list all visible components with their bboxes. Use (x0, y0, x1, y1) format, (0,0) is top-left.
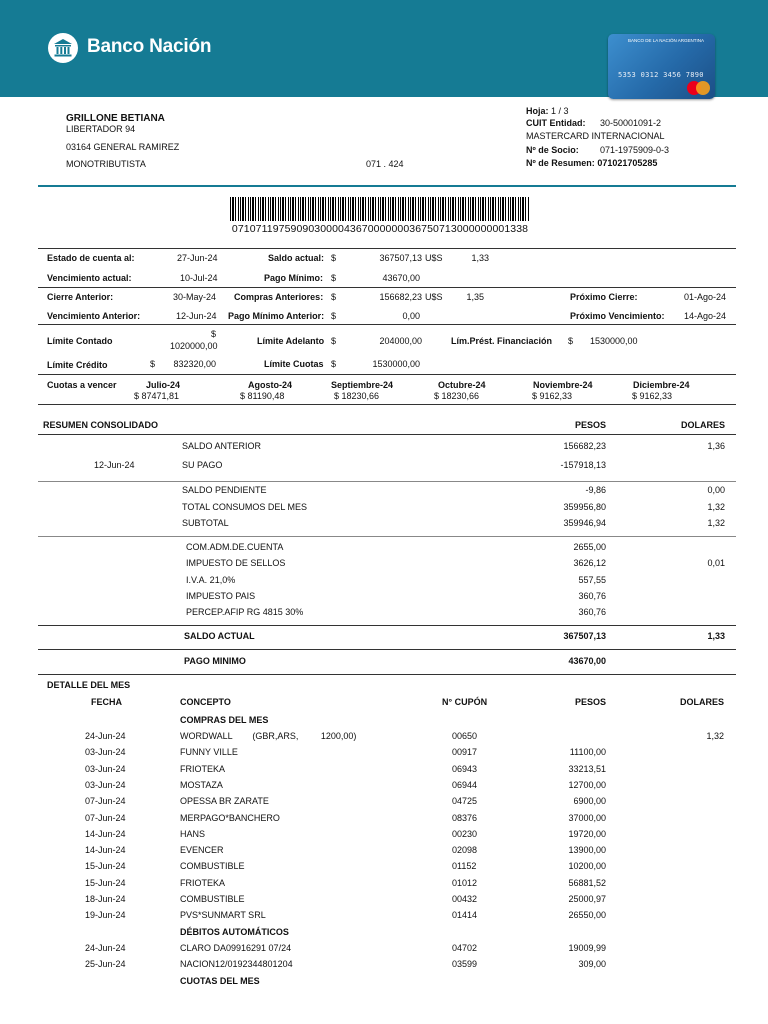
pago-minimo-currency: $ (331, 273, 337, 283)
detalle-row-cupon: 02098 (452, 845, 478, 856)
cuota-month: Diciembre-24 (633, 380, 690, 390)
barcode-number: 07107119759090300004367000000036750713000000001338 (231, 223, 529, 235)
pago-minimo-anterior-value: 0,00 (402, 311, 420, 321)
resumen-row-concept: SU PAGO (182, 460, 223, 470)
compras-anteriores-label: Compras Anteriores: (234, 292, 324, 302)
limite-cuotas-currency: $ (331, 359, 337, 369)
limite-credito-label: Límite Crédito (47, 360, 108, 370)
detalle-row-date: 19-Jun-24 (85, 910, 126, 921)
card-number: 5353 0312 3456 7890 (618, 71, 704, 79)
hoja-label: Hoja: (526, 106, 549, 116)
cuota-amount: $ 9162,33 (532, 391, 573, 401)
proximo-vencimiento-value: 14-Ago-24 (683, 311, 726, 321)
detalle-row-pesos: 19720,00 (568, 828, 606, 839)
limite-credito-currency: $ (150, 359, 156, 369)
resumen-row-pesos: 156682,23 (563, 441, 606, 451)
detalle-title: DETALLE DEL MES (47, 680, 131, 690)
resumen-col-dolares: DOLARES (680, 420, 725, 430)
detalle-row-cupon: 06943 (452, 763, 478, 774)
detalle-row-concept: PVS*SUNMART SRL (180, 910, 266, 921)
detalle-row-concept: CLARO DA09916291 07/24 (180, 943, 292, 953)
detalle-row-cupon: 00917 (452, 747, 478, 758)
resumen-row-concept: SALDO PENDIENTE (182, 485, 267, 495)
detalle-row-pesos: 56881,52 (568, 877, 606, 888)
detalle-row-concept: NACION12/0192344801204 (180, 959, 293, 970)
resumen-row-date: 12-Jun-24 (94, 460, 135, 470)
detalle-row-pesos: 26550,00 (568, 910, 606, 921)
cuotas-a-vencer-label: Cuotas a vencer (47, 380, 117, 390)
limite-cuotas-label: Límite Cuotas (264, 359, 324, 369)
detalle-row-date: 14-Jun-24 (85, 845, 126, 856)
cuota-amount: $ 18230,66 (434, 391, 480, 401)
cuota-amount: $ 18230,66 (334, 391, 380, 401)
detalle-row-cupon: 06944 (452, 779, 478, 790)
lim-prest-value: 1530000,00 (590, 336, 638, 346)
resumen-row-pesos: 359956,80 (563, 502, 606, 512)
detalle-row-concept: OPESSA BR ZARATE (180, 796, 269, 807)
detalle-row-pesos: 309,00 (578, 959, 606, 970)
detalle-row-concept: COMBUSTIBLE (180, 894, 245, 904)
cuota-amount: $ 9162,33 (632, 391, 673, 401)
pago-minimo-label: Pago Mínimo: (264, 273, 323, 283)
socio-label: Nº de Socio: (526, 145, 579, 155)
detalle-col-cupon: N° CUPÓN (442, 697, 488, 707)
detalle-row-concept: MOSTAZA (180, 779, 223, 790)
detalle-row-date: 24-Jun-24 (85, 943, 126, 953)
resumen-row-dolares: 1,36 (707, 441, 725, 451)
pago-minimo-resumen-pesos: 43670,00 (568, 656, 606, 666)
proximo-cierre-value: 01-Ago-24 (683, 292, 726, 302)
proximo-vencimiento-label: Próximo Vencimiento: (570, 311, 665, 321)
detalle-row-date: 03-Jun-24 (85, 763, 126, 774)
pago-minimo-anterior-label: Pago Mínimo Anterior: (228, 311, 325, 321)
resumen-row-dolares: 0,00 (707, 485, 725, 495)
pago-minimo-resumen-label: PAGO MINIMO (184, 656, 246, 666)
compras-anteriores-usd-value: 1,35 (466, 292, 484, 302)
vencimiento-anterior-value: 12-Jun-24 (176, 311, 217, 321)
pago-minimo-value: 43670,00 (382, 273, 420, 283)
cierre-anterior-label: Cierre Anterior: (47, 292, 114, 302)
cuota-month: Agosto-24 (248, 380, 293, 390)
detalle-row-pesos: 13900,00 (568, 845, 606, 856)
client-city: 03164 GENERAL RAMIREZ (66, 142, 180, 152)
detalle-row-concept: WORDWALL (GBR,ARS, 1200,00) (180, 731, 357, 741)
card-bank-text: BANCO DE LA NACIÓN ARGENTINA (628, 38, 705, 43)
detalle-row-concept: FRIOTEKA (180, 877, 226, 888)
resumen-row-pesos: -157918,13 (560, 460, 606, 470)
cuit-value: 30-50001091-2 (600, 118, 662, 128)
compras-anteriores-value: 156682,23 (379, 292, 422, 302)
resumen-row-concept: IMPUESTO DE SELLOS (186, 558, 286, 568)
limite-credito-value: 832320,00 (173, 359, 216, 369)
detalle-row-date: 25-Jun-24 (85, 959, 126, 970)
resumen-row-concept: COM.ADM.DE.CUENTA (186, 542, 284, 552)
detalle-row-cupon: 00432 (452, 894, 478, 904)
detalle-row-date: 03-Jun-24 (85, 779, 126, 790)
cuit-label: CUIT Entidad: (526, 118, 586, 128)
limite-adelanto-label: Límite Adelanto (257, 336, 325, 346)
detalle-row-concept: EVENCER (180, 845, 224, 856)
entity-name: MASTERCARD INTERNACIONAL (526, 131, 665, 141)
resumen-row-pesos: 360,76 (578, 591, 606, 601)
resumen-row-concept: SUBTOTAL (182, 518, 229, 528)
detalle-row-date: 03-Jun-24 (85, 747, 126, 758)
detalle-row-concept: COMBUSTIBLE (180, 861, 245, 872)
lim-prest-currency: $ (568, 336, 574, 346)
detalle-row-cupon: 01414 (452, 910, 478, 921)
client-code: 071 . 424 (366, 159, 404, 169)
cuota-month: Septiembre-24 (331, 380, 394, 390)
limite-contado-currency: $ (211, 329, 217, 339)
limite-cuotas-value: 1530000,00 (372, 359, 420, 369)
cuota-amount: $ 87471,81 (134, 391, 180, 401)
credit-card-image (608, 34, 715, 99)
detalle-row-concept: MERPAGO*BANCHERO (180, 812, 280, 823)
resumen-col-pesos: PESOS (574, 420, 606, 430)
detalle-row-cupon: 08376 (452, 812, 478, 823)
saldo-usd-value: 1,33 (471, 253, 489, 263)
detalle-row-cupon: 04702 (452, 943, 478, 953)
resumen-row-pesos: 557,55 (578, 575, 606, 585)
separator-line (38, 185, 736, 187)
saldo-label: Saldo actual: (268, 253, 325, 263)
compras-anteriores-usd-currency: U$S (425, 292, 443, 302)
resumen-row-concept: PERCEP.AFIP RG 4815 30% (186, 607, 304, 617)
bank-name: Banco Nación (87, 36, 212, 57)
detalle-col-dolares: DOLARES (679, 697, 724, 707)
detalle-row-cupon: 01012 (452, 877, 478, 888)
resumen-label: Nº de Resumen: (526, 158, 595, 168)
detalle-row-pesos: 6900,00 (573, 796, 606, 807)
socio-value: 071-1975909-0-3 (600, 145, 670, 155)
client-category: MONOTRIBUTISTA (66, 159, 146, 169)
resumen-row-dolares: 0,01 (707, 558, 725, 568)
detalle-row-date: 15-Jun-24 (85, 877, 126, 888)
detalle-col-fecha: FECHA (91, 697, 122, 707)
detalle-row-dolares: 1,32 (706, 731, 724, 741)
resumen-row-concept: I.V.A. 21,0% (186, 575, 236, 585)
estado-value: 27-Jun-24 (177, 253, 218, 263)
resumen-row-pesos: 3626,12 (573, 558, 606, 568)
cuota-month: Octubre-24 (438, 380, 486, 390)
client-address: LIBERTADOR 94 (66, 124, 136, 134)
proximo-cierre-label: Próximo Cierre: (570, 292, 638, 302)
detalle-row-pesos: 37000,00 (568, 812, 606, 823)
cuota-month: Noviembre-24 (533, 380, 593, 390)
detalle-row-date: 24-Jun-24 (85, 731, 126, 741)
saldo-actual-label: SALDO ACTUAL (184, 631, 255, 641)
detalle-row-concept: FUNNY VILLE (180, 747, 238, 758)
saldo-currency: $ (331, 253, 337, 263)
detalle-row-date: 07-Jun-24 (85, 796, 126, 807)
limite-contado-label: Límite Contado (47, 336, 113, 346)
resumen-row-concept: TOTAL CONSUMOS DEL MES (182, 502, 308, 512)
mastercard-logo-icon (687, 81, 711, 95)
resumen-row-dolares: 1,32 (707, 518, 725, 528)
detalle-row-date: 18-Jun-24 (85, 894, 126, 904)
detalle-row-pesos: 19009,99 (568, 943, 606, 953)
resumen-row-concept: IMPUESTO PAIS (186, 591, 256, 601)
saldo-value: 367507,13 (379, 253, 422, 263)
vencimiento-anterior-label: Vencimiento Anterior: (47, 311, 141, 321)
vencimiento-value: 10-Jul-24 (180, 273, 218, 283)
vencimiento-label: Vencimiento actual: (47, 273, 132, 283)
estado-label: Estado de cuenta al: (47, 253, 135, 263)
bank-logo-icon (48, 33, 78, 63)
cuota-month: Julio-24 (146, 380, 181, 390)
resumen-row-pesos: 360,76 (578, 607, 606, 617)
detalle-col-concepto: CONCEPTO (180, 697, 231, 707)
cuota-amount: $ 81190,48 (240, 391, 285, 401)
hoja-value: 1 / 3 (551, 106, 569, 116)
detalle-col-pesos: PESOS (574, 697, 606, 707)
detalle-row-cupon: 01152 (452, 861, 477, 872)
lim-prest-label: Lím.Prést. Financiación (451, 336, 553, 346)
detalle-row-cupon: 03599 (452, 959, 478, 970)
detalle-row-date: 15-Jun-24 (85, 861, 126, 872)
detalle-row-pesos: 12700,00 (568, 779, 606, 790)
detalle-row-pesos: 11100,00 (569, 747, 606, 758)
debitos-title: DÉBITOS AUTOMÁTICOS (180, 927, 289, 937)
detalle-row-cupon: 04725 (452, 796, 478, 807)
resumen-row-dolares: 1,32 (707, 502, 725, 512)
saldo-usd-currency: U$S (425, 253, 443, 263)
detalle-row-pesos: 25000,97 (568, 894, 606, 904)
detalle-row-cupon: 00650 (452, 731, 478, 741)
resumen-row-pesos: 2655,00 (573, 542, 606, 552)
compras-title: COMPRAS DEL MES (180, 715, 269, 725)
cierre-anterior-value: 30-May-24 (173, 292, 217, 302)
detalle-row-cupon: 00230 (452, 828, 478, 839)
detalle-row-concept: HANS (180, 828, 206, 839)
resumen-row-pesos: 359946,94 (563, 518, 606, 528)
barcode-image (230, 197, 530, 221)
limite-adelanto-value: 204000,00 (379, 336, 422, 346)
limite-adelanto-currency: $ (331, 336, 337, 346)
cuotas-mes-title: CUOTAS DEL MES (180, 976, 260, 986)
detalle-row-concept: FRIOTEKA (180, 763, 226, 774)
resumen-row-concept: SALDO ANTERIOR (182, 441, 262, 451)
detalle-row-date: 07-Jun-24 (85, 812, 126, 823)
detalle-row-pesos: 10200,00 (568, 861, 606, 872)
client-name: GRILLONE BETIANA (66, 113, 165, 124)
compras-anteriores-currency: $ (331, 292, 337, 302)
saldo-actual-dolares: 1,33 (707, 631, 725, 641)
pago-minimo-anterior-currency: $ (331, 311, 337, 321)
limite-contado-value: 1020000,00 (170, 341, 218, 351)
detalle-row-date: 14-Jun-24 (85, 828, 126, 839)
detalle-row-pesos: 33213,51 (568, 763, 606, 774)
resumen-row-pesos: -9,86 (585, 485, 606, 495)
saldo-actual-pesos: 367507,13 (563, 631, 606, 641)
resumen-title: RESUMEN CONSOLIDADO (43, 420, 159, 430)
resumen-value: 071021705285 (597, 158, 658, 168)
